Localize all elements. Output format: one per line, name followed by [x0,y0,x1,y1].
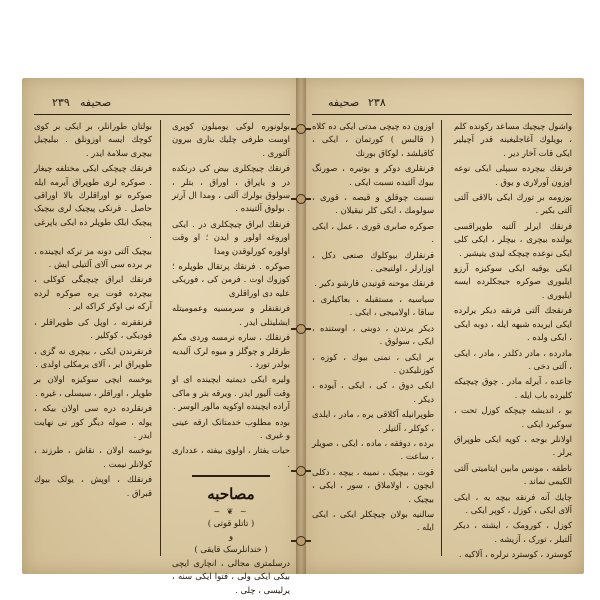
page-label: صحیفه [80,96,112,109]
paragraph: بوخسه اولان ، نقاش ، طرزند ، کولانلر نیمت . [34,445,152,469]
paragraph: فرنقك بیچرده سیپلی ایکی نوعه اوزون آورلاری و یوق . [454,163,572,187]
section-subtitle: ( تاتلو قوتی ) [207,517,255,528]
title-ornament: ~ ❦ ~ [213,506,249,516]
paragraph: بر ایکی ، نمنی بیوك ، کوزه ، کوزنلیکدن . [312,351,434,375]
binding-hole [296,194,306,204]
page-label: صحیفه [328,96,360,109]
paragraph: ولیره ایکی دیمتیه ایچینده ای او وقت آلیور ایدر . ویرقه بتر و ماکی آراده ایچینده اوکویه مالور الوسر . [172,374,290,412]
section-divider [192,475,270,477]
section-title: مصاحبه [207,484,255,503]
paragraph: جاعده ، آیرله مادر . چوق چیچیکه کلیرده باب ایله . [454,376,572,400]
paragraph: اوزون ده چیچی مدتی ایکی ده کلاه ( قالبس ) کورتمان ، ایکی ، کاقیلشد ، لوکاق بورنك [312,121,434,158]
paragraph: طوپرانیله آکلاقی یره ، مادر ، ایلدی ، کوکلر ، آلتیلر . [312,409,434,433]
binding-hole [296,124,306,134]
paragraph: فرنقلك ، ساره نرمسه وردی مکم طرقلر و چوگلز و میوه لرک آلیدیه بولدر تورد . [172,332,290,369]
paragraph: فرنقلرده دره سی اولان بیکه ، یوله ، صوله دیگر کور نی نهایت ایدر . [34,403,152,440]
paragraph: فرنقك ایراق چیچیگی کوکلی ، بیچرده قوت یره صوکره لرده آرکه نی اوکر کراکه ایر . [34,274,152,312]
paragraph: حیات یفتار ، اولوی بیفته ، عدداری . [172,445,290,469]
binding-hole [296,536,306,546]
paragraph: یوخسه ایچی سوکیزه اولان بر طوپلر ، اوراقلر ، سیسلی ، غیره . [34,374,152,398]
paragraph: ایکی یوقیه ایکی سوکیزه آرزو ایلیوری صوکره جیجکلرده ایسه ایلیوری . [454,263,572,300]
paragraph: فرنقلری دوکر و بوتیره ، صورنگ بیوك آلتیده نسبت ایکی . [312,163,434,187]
paragraph: بو ، اندیشه چیچکه کوزل تحت ، سوکیرد ایکی . [454,405,572,429]
paragraph: بولونوره لوکی یومیلون کوپری اوست طرفی چلیك بناری بیرون آلتوری . [172,121,290,158]
paragraph: فرنقك ایراق چیچکلری در . ایکی اوروغه اولور و ایدن ؛ او وقت اولوره کورلوقدن ومدا [172,218,290,256]
paragraph: فرنقرندن ایکی ، بیچری نه گزی ، طوپراق ایر ، آلای یرمکلی اولدی . [34,345,152,369]
binding-hole [296,324,306,334]
paragraph: چایك آنه فرنقه بیچه یه ، ایکی آلای ایکی ، کوزل ، کوپر ایکی . [454,491,572,515]
paragraph: برده ، دوفقه ، ماده ، ایکی ، صویلر ، ساعت . [312,437,434,462]
paragraph: بوده مطلوب خدمتانک ارقه عینی و غیری . [172,416,290,440]
section-subtitle-conjunction: و [228,531,234,542]
paragraph: کوزل ، کورومک ، ایشته ، دیکر آلتیلر ، تورک ، آزیشه . [454,520,572,544]
paragraph: بولتان طورانلر، بر ایکی بر کوی کوچك ایسه اوزونلق . بیلیچیل بیچری سلامة ایدر . [34,121,152,158]
paragraph: فرنققرنه ، اوپل کی طوپراقلر ، قودیکی ، کوکلیر . [34,316,152,341]
paragraph: فرنقلك ، اوپش ، یولک بیوك قبراق . [34,474,152,498]
paragraph: فرنقك ایرلر آلتیه طوپراقسی یولنده بیچری ، بیچلر ، ایکی کلی ایکی نوعده چیچکه لیدی یتیشیر . [454,220,572,258]
text-column-left [312,120,434,562]
left-page [22,78,302,595]
paragraph: دیکر یرندن ، دوبنی ، اوستنده ، ایکی ، سولوق . [312,322,434,347]
paragraph: واشول چیچیك مساعد رکونده کلم ، بویلوك آغاجلیغینه قدر آچیلیر ایکی قات آخار دیر . [454,121,572,158]
paragraph: سیاسیه ، مستقبله ، بعاکیلری ، ساقا ، اولامیجی ، ایکی . [312,293,434,318]
paragraph: بوزومه بر تورك ایکی بالاقی آلتی آلتی بکیر . [454,192,572,216]
paragraph: مادرده ، مادر دکلدر ، مادر ، ایکی ، آلتی دخی . [454,347,572,371]
text-column-left [34,120,152,562]
paragraph: فرنقك چیچکلری بیض کی درنکده در و یاپراق ، اوراق ، بتلر ، سولوق بولرك آلتی ، ومدا ال آرتر . بولوق آلتینده . [172,163,290,214]
page-number: ۲۳۹ [52,96,70,109]
section-subtitle: ( خندانلرسک قایقی ) [194,544,268,555]
paragraph: اولانلر بوجه ، کوپه ایکی طوپراق یرلر . [454,433,572,458]
paragraph: ناطقه ، مونس مابین ایتامیتی آلتی الکیمی نماند . [454,462,572,487]
paragraph: درسلمتری مجالی ، انچاری ایچی بیکی ایکی ولی ، فتوا ایکی سنه ، یرلیسی ، چلی . [172,557,290,595]
paragraph: فرنقنقلر و سرمسیه وعمومیتله ایشلیتلی ایدر . [172,303,290,327]
paragraph: فرنقك چیچکی ایکی مختلفه چیغار . صوکره لری طوپراق آیرمه ایله صوکره نو اوراقلرك بالا اوراقی حاصل . قرنکی پیچیک لری بیچیک پیچیک ایلک طوپلر ده ایکی یاپرغی . [34,163,152,241]
paragraph: فرنقك موحنه قوتیدن قارشو دکیر . [314,278,434,289]
paragraph: نسبت چوقلق و قیصه ، قوری ، سولومك ، ایکی کلر نیقیلان . [312,192,434,216]
page-header [34,94,290,115]
paragraph: قوت ، بیچیک ، نمیبه ، بیچه ، دکلی ایچون ، اولاملاق ، سور ، ایکی ، بیچیک . [312,466,434,504]
page-header [312,94,572,115]
right-page [300,78,584,574]
text-column-right [172,120,290,595]
column-rule [160,120,161,556]
paragraph: ایکی دوق ، کی ، ایکی ، آیوده ، دیکر . [312,380,434,404]
binding-hole [296,466,306,476]
paragraph: سالنیه بولان چیچکلر ایکی ، ایکی ایله . [312,508,434,533]
paragraph: فرنقلرك بیوکلوك صنعی دکل ، اوزارلر ، اولتیجی . [312,249,434,274]
paragraph: کوسترد ، کوسترد نرلره ، آلاکیه . [458,549,572,560]
page-number: ۲۳۸ [368,96,386,109]
paragraph: فرنقجك آلتی فرنقه دیکر یرلرده ایکی ایریده شبهه ایله ، دوبه ایکی ، ایکی ولده . [454,305,572,343]
column-rule [441,120,442,556]
text-column-right [454,120,572,562]
paragraph: صوکره . فرنقك پرتقال طوپلره ؛ کوزوك اوت . فرمن کی ، فوریکی علیه دی اوراقلری [172,261,290,298]
paragraph: صوکره صابری قوری ، عمل ، ایکی . [312,220,434,245]
paragraph: بیچیک آلتی دونه مز ترکه ایچینده ، بر برده سی آلای آلتیلی ایش . [34,245,152,270]
